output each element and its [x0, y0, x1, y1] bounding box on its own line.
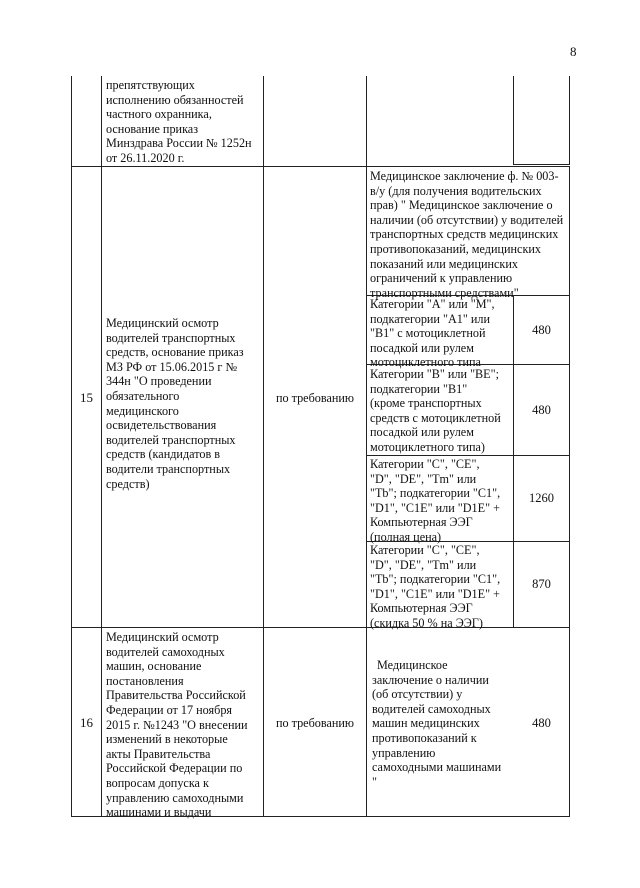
- service-name: [106, 316, 262, 491]
- text-line: Правительства Российской: [106, 688, 246, 703]
- text-line: Медицинское: [377, 658, 448, 672]
- grid-line: [569, 76, 570, 165]
- category-description: [370, 367, 512, 455]
- text-line: водителей самоходных: [106, 644, 225, 659]
- frequency: по требованию: [275, 716, 355, 730]
- text-line: освидетельствования: [106, 418, 217, 433]
- category-description: [370, 543, 512, 631]
- text-line: "D", "DE", "Tm" или: [370, 471, 477, 486]
- text-line: средств, основание приказ: [106, 345, 244, 360]
- text-line: "Tb"; подкатегории "С1",: [370, 486, 501, 501]
- document-name: [370, 169, 569, 300]
- text-line: заключение о наличии: [372, 672, 489, 687]
- text-line: подкатегории "В1": [370, 381, 468, 396]
- grid-line: [513, 164, 569, 165]
- category-description: [370, 457, 512, 545]
- text-line: МЗ РФ от 15.06.2015 г №: [106, 359, 238, 374]
- text-line: 2015 г. №1243 "О внесении: [106, 717, 248, 732]
- text-line: акты Правительства: [106, 746, 211, 761]
- text-line: Российской Федерации по: [106, 761, 243, 776]
- text-line: машинами и выдачи: [106, 805, 212, 820]
- price: 870: [532, 577, 551, 591]
- text-line: транспортных средств медицинских: [370, 227, 559, 242]
- text-line: водителей транспортных: [106, 432, 236, 447]
- service-name: [106, 630, 262, 820]
- text-line: управлению: [372, 745, 436, 760]
- text-line: самоходными машинами: [372, 760, 502, 775]
- text-line: ": [372, 774, 377, 789]
- grid-line: [71, 76, 72, 817]
- grid-line: [101, 76, 102, 817]
- text-line: водители транспортных: [106, 461, 231, 476]
- text-line: (скидка 50 % на ЭЭГ): [370, 615, 483, 630]
- text-line: мотоциклетного типа): [370, 439, 485, 454]
- grid-line: [513, 76, 514, 165]
- price: 480: [532, 716, 551, 730]
- text-line: машин медицинских: [372, 716, 480, 731]
- text-line: Категории "С", "СЕ",: [370, 543, 480, 557]
- text-line: 344н "О проведении: [106, 374, 212, 389]
- grid-line: [366, 455, 569, 456]
- text-line: Категории "В" или "ВЕ";: [370, 367, 499, 381]
- text-line: постановления: [106, 673, 184, 688]
- text-line: противопоказаний, медицинских: [370, 241, 542, 256]
- text-line: средств): [106, 476, 150, 491]
- text-line: (кроме транспортных: [370, 396, 482, 411]
- text-line: ограничений к управлению: [370, 271, 513, 286]
- text-line: Минздрава России № 1252н: [106, 136, 252, 151]
- frequency: по требованию: [275, 391, 355, 405]
- text-line: Компьютерная ЭЭГ: [370, 601, 473, 616]
- text-line: "Tb"; подкатегории "С1",: [370, 572, 501, 587]
- document-name: [372, 658, 512, 789]
- text-line: мотоциклетного типа: [370, 355, 481, 370]
- price: 1260: [529, 491, 554, 505]
- text-line: водителей транспортных: [106, 330, 236, 345]
- continued-service-name: [106, 78, 262, 166]
- text-line: средств с мотоциклетной: [370, 410, 501, 425]
- text-line: посадкой или рулем: [370, 340, 474, 355]
- text-line: противопоказаний к: [372, 730, 477, 745]
- grid-line: [366, 76, 367, 817]
- text-line: прав) " Медицинское заключение о: [370, 198, 553, 213]
- text-line: управлению самоходными: [106, 790, 244, 805]
- grid-line: [569, 167, 570, 817]
- text-line: Категории "С", "СЕ",: [370, 457, 480, 471]
- text-line: (полная цена): [370, 529, 442, 544]
- text-line: обязательного: [106, 388, 180, 403]
- text-line: в/у (для получения водительских: [370, 183, 542, 198]
- text-line: Федерации от 17 ноября: [106, 702, 233, 717]
- price: 480: [532, 403, 551, 417]
- text-line: "D1", "С1Е" или "D1E" +: [370, 586, 500, 601]
- text-line: частного охранника,: [106, 107, 212, 122]
- text-line: Категории "А" или "М",: [370, 297, 495, 311]
- grid-line: [263, 76, 264, 817]
- text-line: Медицинский осмотр: [106, 630, 219, 644]
- text-line: транспортными средствами": [370, 285, 519, 300]
- text-line: "D1", "С1Е" или "D1E" +: [370, 500, 500, 515]
- text-line: Компьютерная ЭЭГ: [370, 515, 473, 530]
- row-number: 15: [80, 390, 93, 405]
- text-line: основание приказ: [106, 121, 199, 136]
- text-line: показаний или медицинских: [370, 256, 518, 271]
- text-line: машин, основание: [106, 659, 202, 674]
- text-line: от 26.11.2020 г.: [106, 150, 185, 165]
- text-line: исполнению обязанностей: [106, 92, 244, 107]
- page-number: 8: [570, 44, 577, 59]
- text-line: средств (кандидатов в: [106, 447, 221, 462]
- text-line: "D", "DE", "Tm" или: [370, 557, 477, 572]
- text-line: медицинского: [106, 403, 179, 418]
- price: 480: [532, 323, 551, 337]
- text-line: препятствующих: [106, 78, 195, 92]
- text-line: водителей самоходных: [372, 701, 491, 716]
- text-line: подкатегории "А1" или: [370, 311, 491, 326]
- text-line: "В1" с мотоциклетной: [370, 326, 486, 341]
- text-line: изменений в некоторые: [106, 732, 228, 747]
- text-line: вопросам допуска к: [106, 775, 209, 790]
- text-line: (об отсутствии) у: [372, 687, 463, 702]
- category-description: [370, 297, 512, 370]
- text-line: Медицинский осмотр: [106, 316, 219, 330]
- row-number: 16: [80, 715, 93, 730]
- text-line: наличии (об отсутствии) у водителей: [370, 212, 564, 227]
- text-line: Медицинское заключение ф. № 003-: [370, 169, 559, 183]
- grid-line: [71, 166, 570, 167]
- text-line: посадкой или рулем: [370, 425, 474, 440]
